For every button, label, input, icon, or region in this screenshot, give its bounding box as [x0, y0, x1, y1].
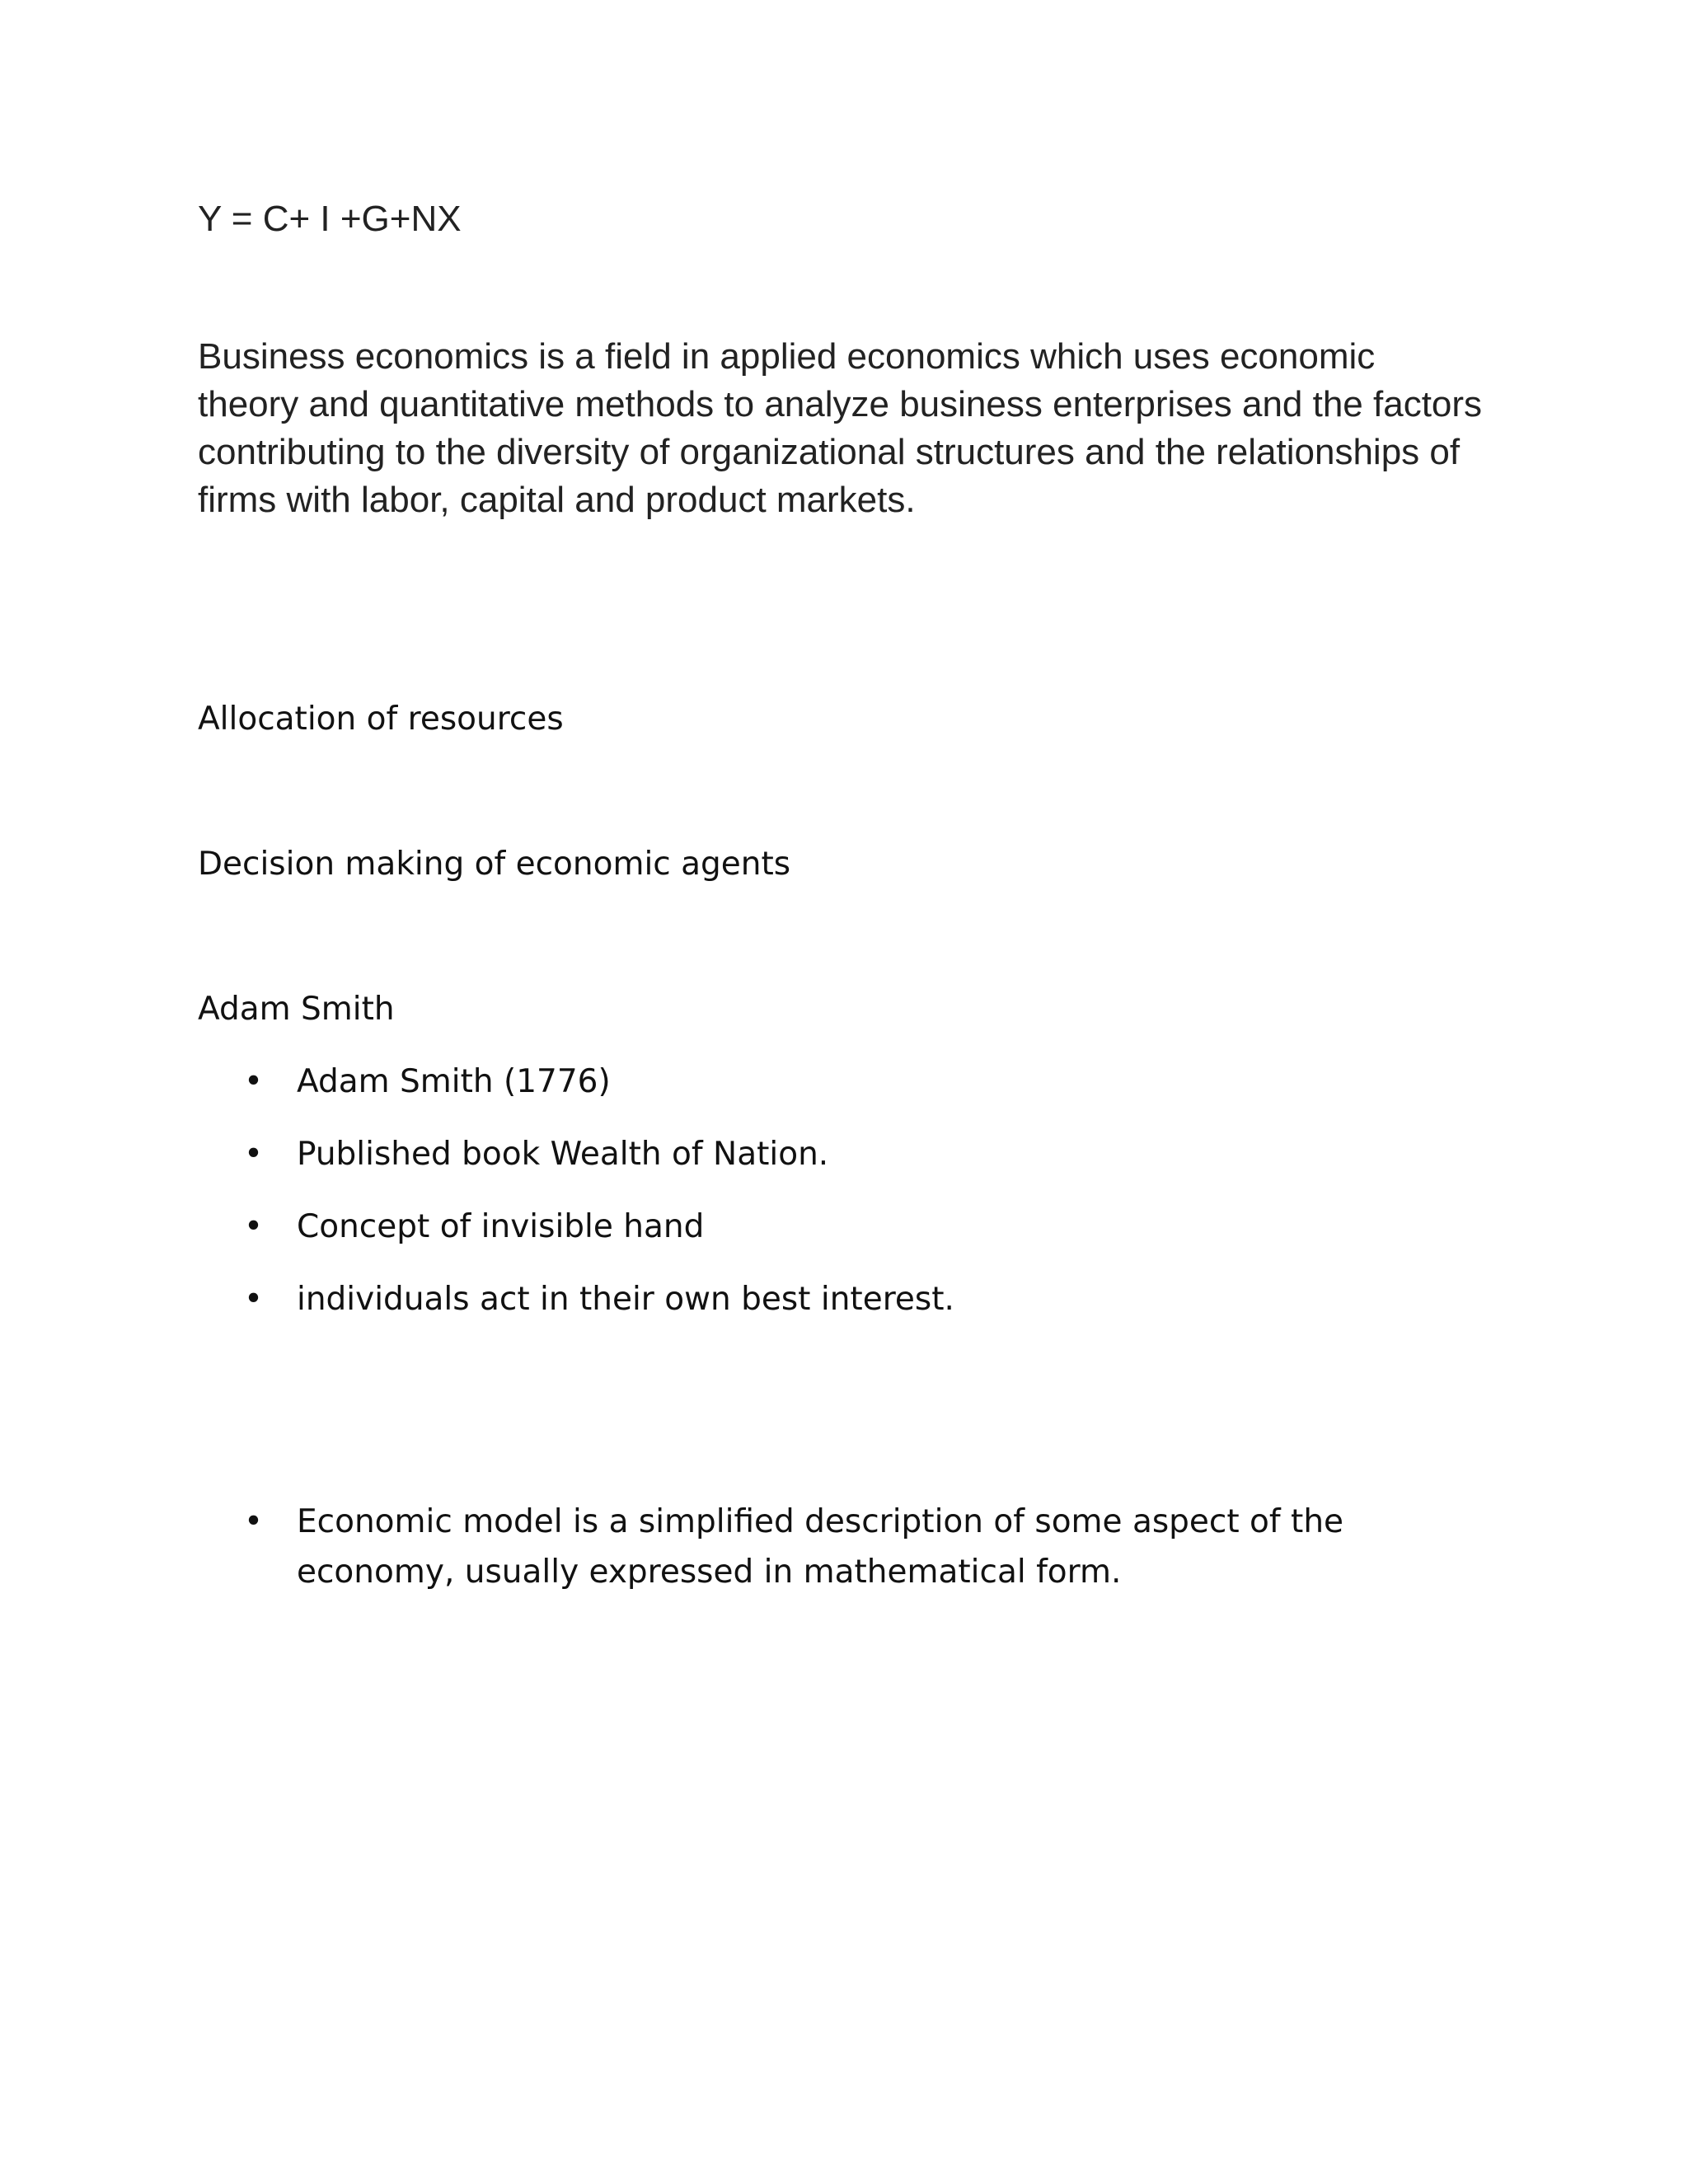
allocation-line: Allocation of resources	[198, 701, 564, 738]
business-economics-definition: Business economics is a field in applied economics which uses economic theory and quantitative methods to analyze business enterprises and the factors contributing to the diversity of organizational structures and the relationships of firms with labor, capital and product markets.	[198, 336, 1483, 520]
adam-smith-bullet-list	[198, 1060, 954, 1350]
list-item-text: Concept of invisible hand	[297, 1208, 705, 1245]
list-item	[198, 1132, 954, 1205]
bullet-glyph: •	[244, 1063, 264, 1100]
list-item-text: Economic model is a simplified description of some aspect of the economy, usually expressed in mathematical form.	[297, 1503, 1344, 1591]
adam-smith-heading: Adam Smith	[198, 991, 395, 1028]
list-item	[198, 1205, 954, 1277]
bullet-glyph: •	[244, 1281, 264, 1318]
list-item	[198, 1060, 954, 1132]
list-item	[198, 1277, 954, 1350]
list-item-text: individuals act in their own best interest.	[297, 1281, 954, 1318]
list-item	[198, 1497, 1500, 1597]
list-item-text: Adam Smith (1776)	[297, 1063, 611, 1100]
list-item-text: Published book Wealth of Nation.	[297, 1136, 829, 1173]
economic-model-bullet-list	[198, 1497, 1500, 1597]
gdp-equation: Y = C+ I +G+NX	[198, 199, 462, 239]
bullet-glyph: •	[244, 1136, 264, 1173]
bullet-glyph: •	[244, 1503, 264, 1540]
bullet-glyph: •	[244, 1208, 264, 1245]
decision-making-line: Decision making of economic agents	[198, 846, 791, 883]
